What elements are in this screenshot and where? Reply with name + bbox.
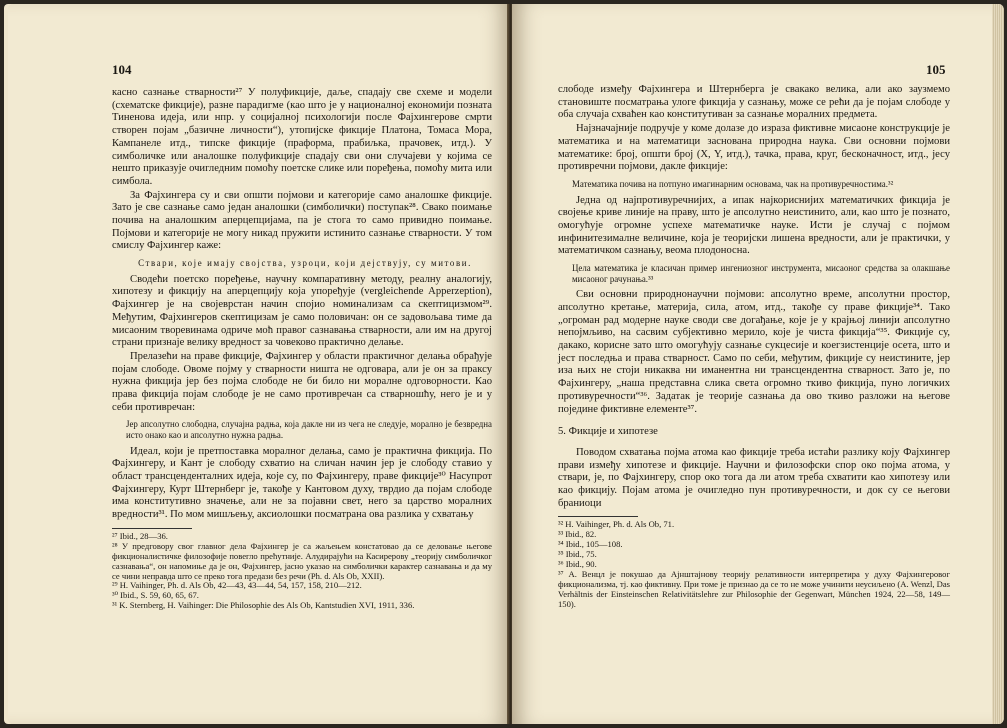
footnote: ³⁰ Ibid., S. 59, 60, 65, 67. (112, 590, 199, 601)
paragraph: слободе између Фајхингера и Штернберга је свакако велика, али ако заузмемо становиште посматрања улоге фикција у сазнању, може се рећи да је појам слободе у оба случаја схваћен као конститутиван за сазнање моралних предмета. (558, 84, 950, 121)
page-number-left: 104 (112, 62, 132, 77)
page-edges-right (992, 4, 1004, 724)
section-heading: 5. Фикције и хипотезе (558, 426, 658, 438)
footnote: ³² H. Vaihinger, Ph. d. Als Ob, 71. (558, 519, 675, 530)
paragraph: Сви основни природнонаучни појмови: апсолутно време, апсолутни простор, апсолутно кретање, материја, сила, атом, итд., такође су праве фикције³⁴. Тако „огроман рад модерне науке своди све догађање, које је у крајњој линији апсолутно непојмљиво, на сасвим субјективно мерило, које је чиста фикција“³⁵. Фикције су, дакако, корисне зато што омогућују сазнање сукцесије и коегзистенције осета, што и јест последња и права стварност. Само по себи, међутим, фикције су неистините, јер иза њих не стоји никаква ни иманентна ни трансцендентна стварност. Зато је, по Фајхингеру, „наша представна слика света огромно ткиво фикција, пуно логичких противуречности“³⁶. Задатак је теорије сазнања да ово ткиво разложи на његове поједине фиктивне елементе³⁷. (558, 289, 950, 415)
paragraph: За Фајхингера су и сви општи појмови и категорије само аналошке фикције. Зато је све сазнање само један аналошки (симболички) поступак²⁸. Свако поимање почива на аналошким аперцепцијама, па је стога то само привидно поимање. Појмови и категорије не могу никад пружити истинито сазнање стварности. У том смислу Фајхингер каже: (112, 189, 492, 252)
footnote: ³⁷ А. Венцл је покушао да Ајнштајнову теорију релативности интерпретира у духу Фајхингеровог фикционализма, тј. као фиктивну. При томе је признао да се то не може учинити неусиљено (A. Wenzl, Das Verhältnis der Einsteinschen Relativitätslehre zur Philosophie der Gegenwart, München 1924, 22—58, 149—150). (558, 569, 950, 609)
footnote: ³³ Ibid., 82. (558, 529, 597, 540)
paragraph: Једна од најпротивуречнијих, а ипак најкориснијих математичких фикција је својење криве линије на праву, што је апсолутно неистинито, али, као што је познато, омогућује огромне успехе математичке науке. Исти је случај с појмом инфинитезималне величине, која је теоријски лишена вредности, али је практички, у математичком сазнању, веома плодоносна. (558, 194, 950, 257)
paragraph: Прелазећи на праве фикције, Фајхингер у области практичног делања обрађује појам слободе. Овоме појму у стварности ништа не одговара, али је он за праксу нужна фикција јер без појма слободе не би било ни моралне одговорности. Као права фикција појам слободе је не само противречан са стварношћу, него је и у себи противречан: (112, 350, 492, 413)
block-quote: Ствари, које имају својства, узроци, који дејствују, су митови. (138, 258, 472, 269)
paragraph: Поводом схватања појма атома као фикције треба истаћи разлику коју Фајхингер прави између хипотезе и фикције. Научни и филозофски спор око појма атома, у ствари, је, по Фајхингеру, спор око тога да ли атом треба схватити као хипотезу или као фикцију. Појам атома је очигледно пун противуречности, и док су се његови браниоци (558, 446, 950, 509)
footnote: ³¹ K. Sternberg, H. Vaihinger: Die Philosophie des Als Ob, Kantstudien XVI, 1911, 336. (112, 600, 415, 611)
left-page (8, 4, 510, 724)
left-page-text (112, 87, 492, 611)
right-page (512, 4, 1004, 724)
paragraph: Најзначајније подручје у коме долазе до израза фиктивне мисаоне конструкције је математика и на математици заснована природна наука. Сви основни појмови математике: број, општи број (X, Y, итд.), тачка, права, круг, бесконачност, итд., јесу противречни појмови, дакле фикције: (558, 123, 950, 173)
open-book (4, 4, 1003, 724)
footnote: ²⁸ У предговору свог главног дела Фајхингер је са жаљењем констатовао да се деловање његове фикционалистичке филозофије повегло прећутније. Алудирајући на Касирерову „теорију симболичког сазнавања“, он напомиње да је он, Фајхингер, јасно указао на симболички карактер сазнавања и да му се чини неправда што се преко тога предази без речи (Ph. d. Als Ob, XXII). (112, 540, 492, 581)
footnote: ³⁶ Ibid., 90. (558, 559, 597, 570)
footnote: ³⁴ Ibid., 105—108. (558, 539, 623, 550)
block-quote: Математика почива на потпуно имагинарним основама, чак на противуречностима.³² (572, 178, 894, 189)
paragraph: касно сазнање стварности²⁷ У полуфикције, даље, спадају све схеме и модели (схематске фикције), разне парадигме (као што је у националној економији позната Тиненова идеја, или нпр. у социјалној психологији после Фајхингерове смрти створен појам „базичне личности“), утопијске фикције Платона, Томаса Мора, Кампанеле итд., типске фикције (праформа, прабиљка, прачовек, итд.). У симболичке или аналошке полуфикције спадају сви они случајеви у којима се нешто приказује очигледним помоћу поетске слике или поређења, помоћу мита или симбола. (112, 87, 492, 187)
paragraph: Сводећи поетско поређење, научну компаративну методу, реалну аналогију, хипотезу и фикцију на аперцепцију која упоређује (vergleichende Apperzeption), Фајхингер је на својеврстан начин спојио номинализам са скептицизмом²⁹. Међутим, Фајхингеров скептицизам је само половичан: он се задовољава тиме да мисаоним творевинама одриче моћ правог сазнавања стварности, али им на другој страни признаје велику вредност за човеково практично делање. (112, 273, 492, 349)
block-quote: Цела математика је класичан пример ингениозног инструмента, мисаоног средства за олакшање мисаоног рачунања.³³ (572, 263, 950, 284)
paragraph: Идеал, који је претпоставка моралног делања, само је практична фикција. По Фајхингеру, и Кант је слободу схватио на сличан начин јер је слободу ставио у област трансценденталних идеја, које су, по Фајхингеру, праве фикције³⁰ Насупрот Фајхингеру, Курт Штернберг је, такође у Кантовом духу, тврдио да појам слободе има конститутивно значење, али не за појавни свет, него за царство моралних вредности³¹. По мом мишљењу, аксиолошки посматрана ова разлика у схватању (112, 445, 492, 521)
footnote-rule (558, 516, 638, 517)
footnote: ²⁷ Ibid., 28—36. (112, 530, 168, 541)
page-number-right: 105 (926, 62, 946, 77)
footnote: ³⁵ Ibid., 75. (558, 549, 597, 560)
footnote-rule (112, 528, 192, 529)
footnote: ²⁹ H. Vaihinger, Ph. d. Als Ob, 42—43, 43—44, 54, 157, 158, 210—212. (112, 580, 362, 591)
block-quote: Јер апсолутно слободна, случајна радња, која дакле ни из чега не следује, морално је безвредна исто онако као и апсолутно нужна радња. (126, 419, 492, 441)
right-page-text (558, 84, 950, 610)
